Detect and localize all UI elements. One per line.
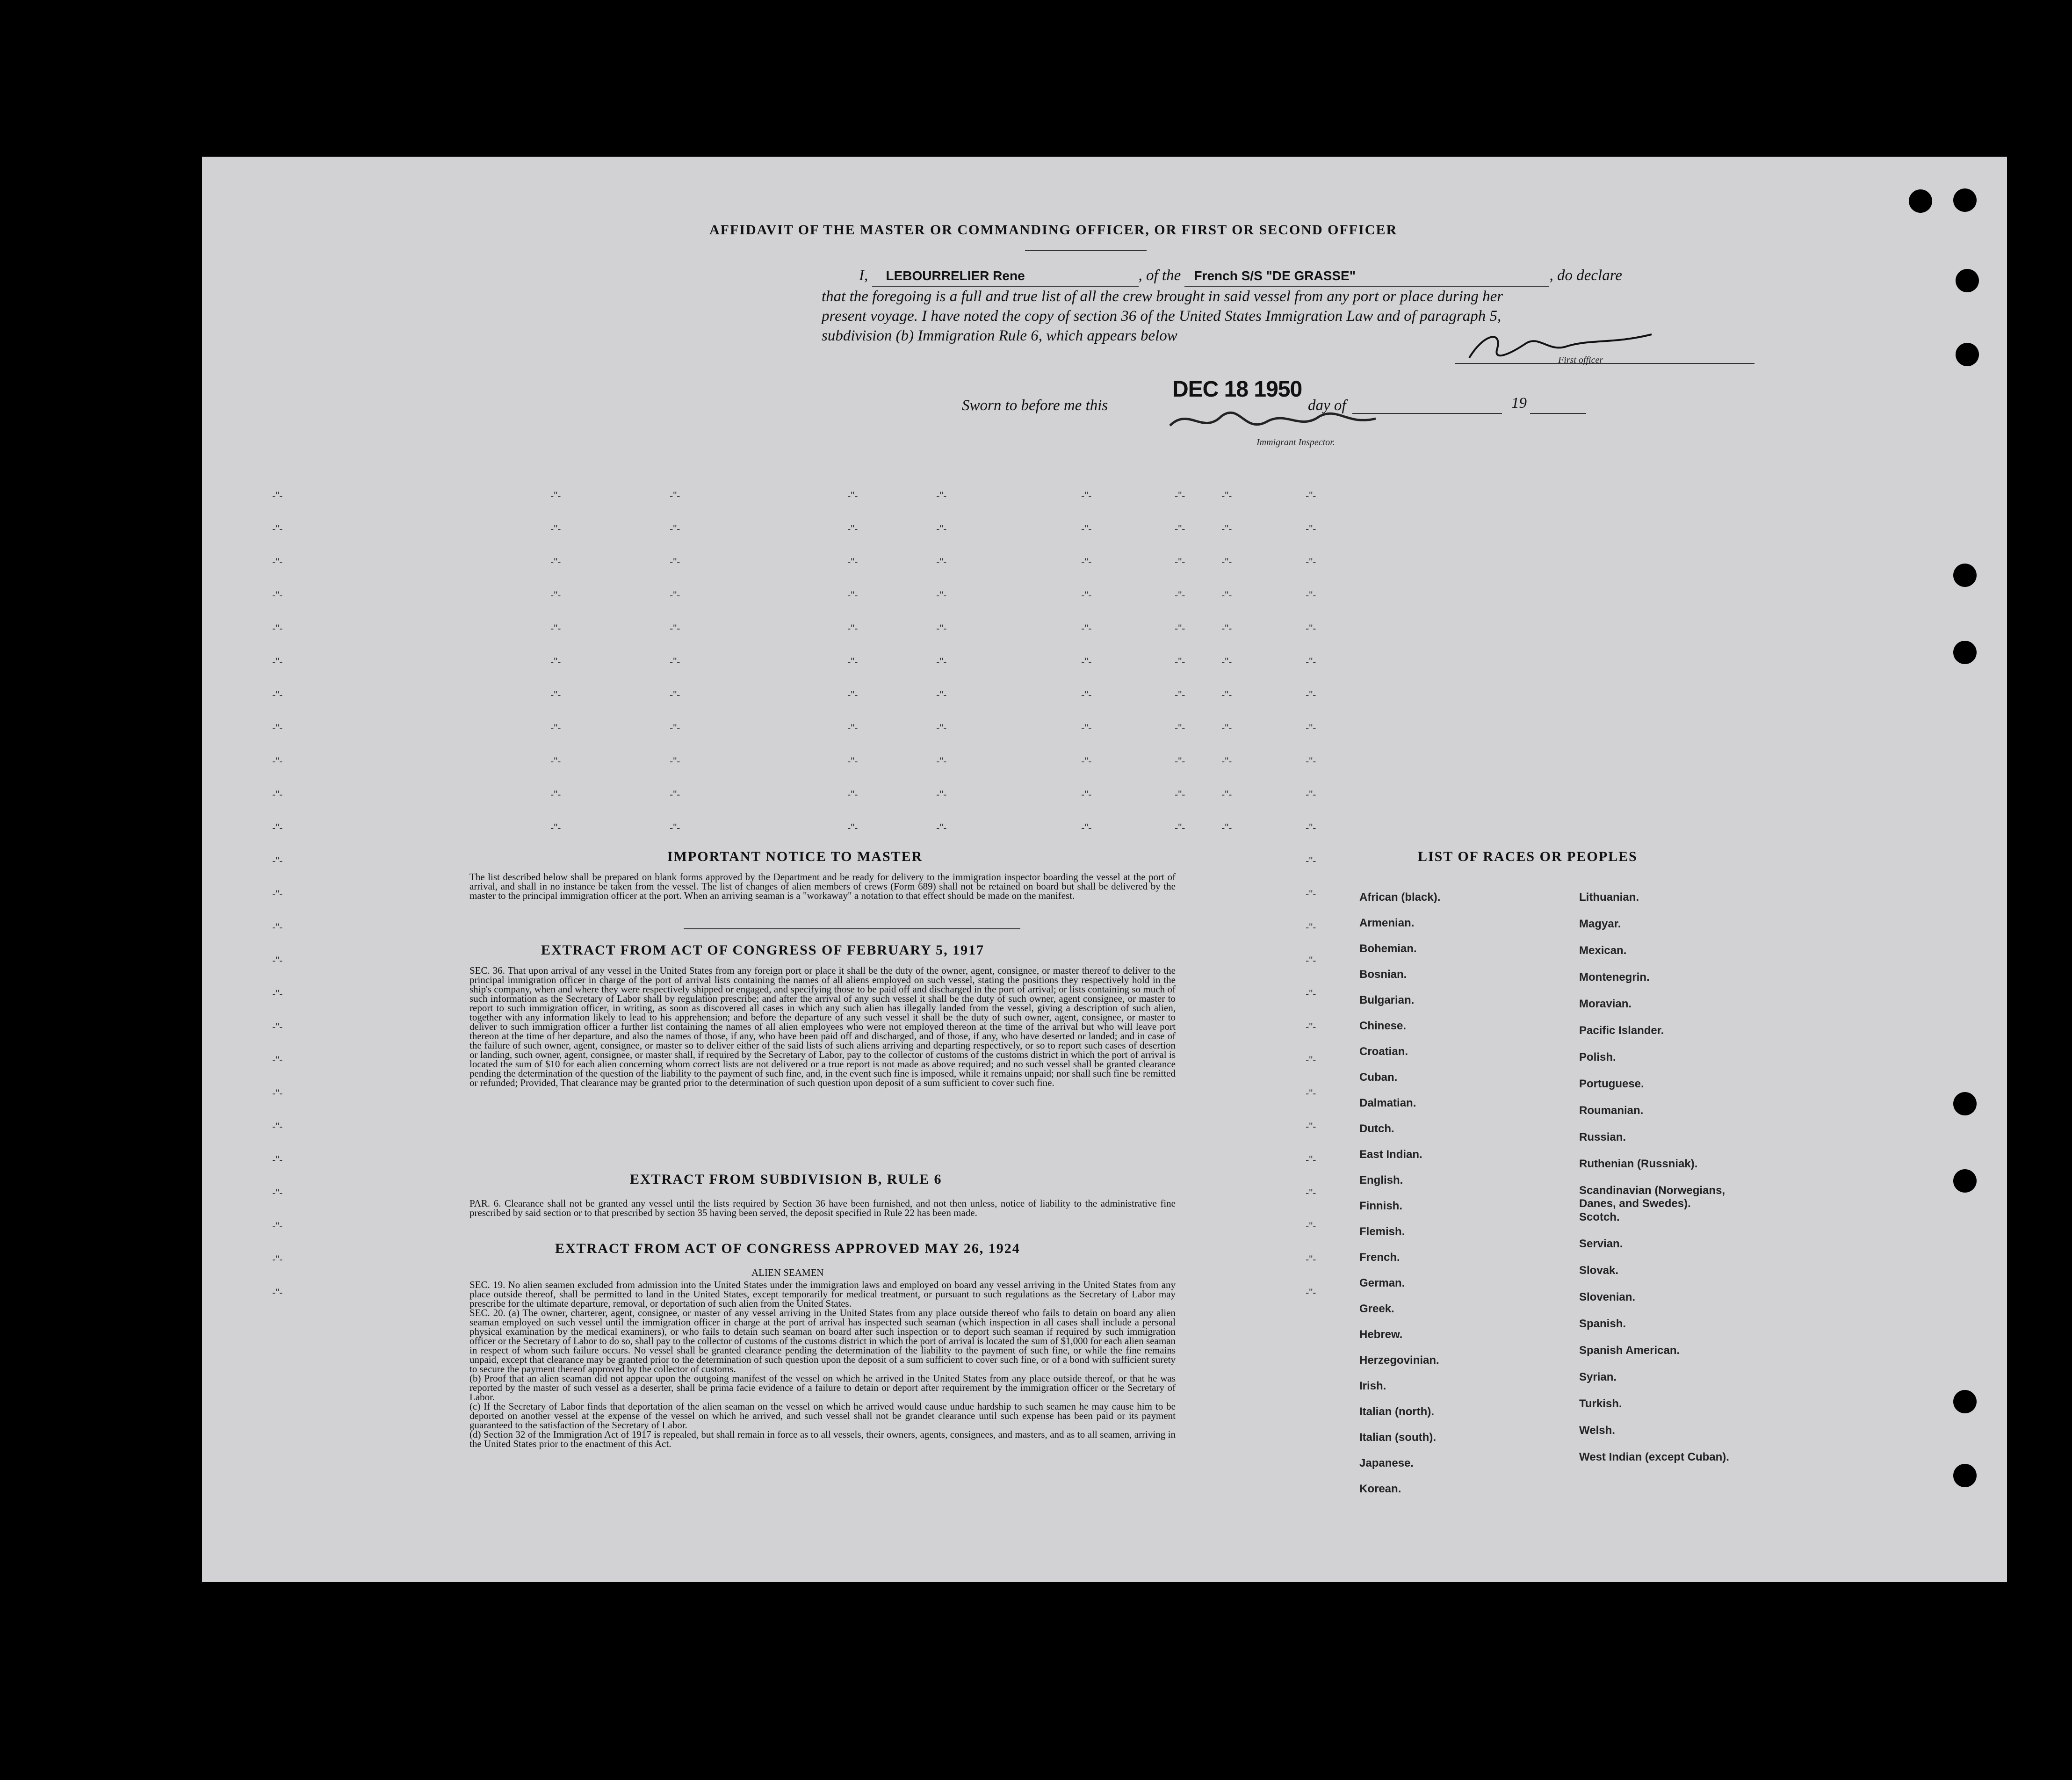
ditto-mark: -"- <box>1306 1121 1316 1132</box>
race-item: Roumanian. <box>1579 1104 1644 1117</box>
ditto-mark: -"- <box>1175 822 1185 833</box>
ditto-mark: -"- <box>1221 656 1232 667</box>
race-item: Bosnian. <box>1359 968 1407 981</box>
sec-20b: (b) Proof that an alien seaman did not appear upon the outgoing manifest of the vessel on which he arrived in the United States from any place outside thereof, or that he was reported by the master of such vessel as a deserter, shall be prima facie evidence of a failure to detain or deport after requirement by the immigration officer or the Secretary of Labor. <box>469 1373 1176 1403</box>
ditto-mark: -"- <box>1306 921 1316 933</box>
ditto-mark: -"- <box>847 523 858 535</box>
race-item: Italian (south). <box>1359 1431 1436 1444</box>
race-item: Finnish. <box>1359 1200 1402 1212</box>
ditto-mark: -"- <box>1175 755 1185 767</box>
title-rule <box>1025 250 1147 251</box>
ditto-mark: -"- <box>1306 855 1316 867</box>
ditto-mark: -"- <box>272 490 283 501</box>
extract-1917-body: SEC. 36. That upon arrival of any vessel in the United States from any foreign port or place it shall be the duty of the owner, agent, consignee, or master thereof to deliver to the principal immigration officer in charge of the port of arrival lists containing the names of all aliens employed on such vessel, stating the positions they respectively hold in the ship's company, when and where they were respectively shipped or engaged, and specifying those to be paid off and discharged in the port of arrival; or lists containing so much of such information as the Secretary of Labor shall by regulation prescribe; and after the arrival of any such vessel it shall be the duty of such owner, agent consignee, or master to report to such immigration officer, in writing, as soon as discovered all cases in which any such alien has illegally landed from the vessel, giving a description of such alien, together with any information likely to lead to his apprehension; and before the departure of any such vessel it shall be the duty of such owner, agent, consignee, or master to deliver to such immigration officer a further list containing the names of all alien employees who were not employed thereon at the time of the arrival but who will leave port thereon at the time of her departure, and also the names of those, if any, who have been paid off and discharged, and of those, if any, who have deserted or landed; and in case of the failure of such owner, agent, consignee, or master so to deliver either of the said lists of such aliens arriving and departing respectively, or so to report such cases of desertion or landing, such owner, agent, consignee, or master shall, if required by the Secretary of Labor, pay to the collector of customs of the customs district in which the port of arrival is located the sum of $10 for each alien concerning whom correct lists are not delivered or a true report is not made as above required; and no such vessel shall be granted clearance pending the determination of the question of the liability to the payment of such fine, and, in the event such fine is imposed, while it remains unpaid; nor shall such fine be remitted or refunded; Provided, That clearance may be granted prior to the determination of such question upon deposit of a sum sufficient to cover such fine. <box>469 965 1176 1088</box>
ditto-mark: -"- <box>272 1054 283 1066</box>
ditto-mark: -"- <box>847 822 858 833</box>
punch-hole <box>1953 188 1977 212</box>
ditto-mark: -"- <box>847 689 858 701</box>
race-item: Servian. <box>1579 1237 1623 1250</box>
notice-title: IMPORTANT NOTICE TO MASTER <box>667 849 923 864</box>
ditto-mark: -"- <box>936 556 947 568</box>
sec-20c: (c) If the Secretary of Labor finds that deportation of the alien seaman on the vessel on which he arrived would cause undue hardship to such seamen he may cause him to be deported on another vessel at the expense of the vessel on which he arrived, and such vessel shall not be grandet clearance until such expense has been paid or its payment guaranteed to the satisfaction of the Secretary of Labor. <box>469 1401 1176 1431</box>
ditto-mark: -"- <box>1306 1220 1316 1232</box>
sworn-label: Sworn to before me this <box>962 397 1108 414</box>
ditto-mark: -"- <box>1306 523 1316 535</box>
race-item: African (black). <box>1359 891 1441 904</box>
race-item: Dalmatian. <box>1359 1097 1416 1109</box>
year-rule <box>1530 413 1586 414</box>
punch-hole <box>1956 269 1979 292</box>
ditto-mark: -"- <box>1175 622 1185 634</box>
race-item: English. <box>1359 1174 1403 1187</box>
ditto-mark: -"- <box>550 656 561 667</box>
ditto-mark: -"- <box>272 1154 283 1165</box>
ditto-mark: -"- <box>1221 622 1232 634</box>
ditto-mark: -"- <box>1081 722 1092 734</box>
ditto-mark: -"- <box>670 656 680 667</box>
do-declare-label: , do declare <box>1549 267 1622 284</box>
ditto-mark: -"- <box>550 722 561 734</box>
affidavit-line-3: present voyage. I have noted the copy of section 36 of the United States Immigration Law and of paragraph 5, <box>822 308 1502 325</box>
ditto-mark: -"- <box>670 589 680 601</box>
race-item: Bulgarian. <box>1359 994 1415 1006</box>
ditto-mark: -"- <box>272 722 283 734</box>
ditto-mark: -"- <box>272 1253 283 1265</box>
ditto-mark: -"- <box>847 556 858 568</box>
ditto-mark: -"- <box>670 622 680 634</box>
race-item: Japanese. <box>1359 1457 1414 1469</box>
race-item: Armenian. <box>1359 917 1415 929</box>
ditto-mark: -"- <box>847 490 858 501</box>
ditto-mark: -"- <box>272 789 283 800</box>
race-item: Ruthenian (Russniak). <box>1579 1158 1698 1170</box>
ditto-mark: -"- <box>847 622 858 634</box>
ditto-mark: -"- <box>272 921 283 933</box>
race-item: Montenegrin. <box>1579 971 1650 984</box>
race-item: Pacific Islander. <box>1579 1024 1664 1037</box>
punch-hole <box>1909 189 1932 213</box>
ditto-mark: -"- <box>1175 789 1185 800</box>
extract-1924-title: EXTRACT FROM ACT OF CONGRESS APPROVED MAY 26, 1924 <box>555 1241 1020 1256</box>
ditto-mark: -"- <box>936 722 947 734</box>
ditto-mark: -"- <box>1081 523 1092 535</box>
ditto-mark: -"- <box>1081 556 1092 568</box>
ditto-mark: -"- <box>1306 1253 1316 1265</box>
ditto-mark: -"- <box>670 689 680 701</box>
ditto-mark: -"- <box>847 656 858 667</box>
ditto-mark: -"- <box>272 988 283 999</box>
race-item: Welsh. <box>1579 1424 1615 1437</box>
ditto-mark: -"- <box>936 490 947 501</box>
race-item: Bohemian. <box>1359 942 1417 955</box>
ditto-mark: -"- <box>670 556 680 568</box>
ditto-mark: -"- <box>1306 689 1316 701</box>
ditto-mark: -"- <box>1175 656 1185 667</box>
ditto-mark: -"- <box>272 1287 283 1298</box>
race-item: Spanish American. <box>1579 1344 1680 1357</box>
ditto-mark: -"- <box>847 589 858 601</box>
ditto-mark: -"- <box>1306 490 1316 501</box>
day-of-label: day of <box>1308 397 1346 414</box>
race-item: West Indian (except Cuban). <box>1579 1451 1729 1463</box>
race-item: Moravian. <box>1579 998 1632 1010</box>
ditto-mark: -"- <box>550 689 561 701</box>
ditto-mark: -"- <box>1221 490 1232 501</box>
notice-rule <box>684 928 1020 929</box>
ditto-mark: -"- <box>1306 1287 1316 1298</box>
races-title: LIST OF RACES OR PEOPLES <box>1418 849 1638 864</box>
ditto-mark: -"- <box>550 622 561 634</box>
sec-20a: SEC. 20. (a) The owner, charterer, agent, consignee, or master of any vessel arriving in the United States from any place outside thereof who fails to detain on board any alien seaman employed on such vessel until the immigration officer in charge at the port of arrival has inspected such seaman (which inspection in all cases shall include a personal physical examination by the medical examiners), or who fails to detain such seaman on board after such inspection or to deport such seaman if required by such immigration officer or the Secretary of Labor to do so, shall pay to the collector of customs of the customs district in which the port of arrival is located the sum of $1,000 for each alien seaman in respect of whom such failure occurs. No vessel shall be granted clearance pending the determination of the liability to the payment of such fine, or while the fine remains unpaid, except that clearance may be granted prior to the determination of such question upon the deposit of a sum sufficient to cover such fine, or of a bond with sufficient surety to secure the payment thereof approved by the collector of customs. <box>469 1307 1176 1375</box>
ditto-mark: -"- <box>1081 789 1092 800</box>
ditto-mark: -"- <box>1306 589 1316 601</box>
document-sheet <box>202 157 2007 1582</box>
ditto-mark: -"- <box>272 888 283 900</box>
signature-caption: First officer <box>1558 355 1603 365</box>
ditto-mark: -"- <box>1221 689 1232 701</box>
affidavit-line-4: subdivision (b) Immigration Rule 6, which appears below <box>822 327 1177 344</box>
race-item: Croatian. <box>1359 1045 1408 1058</box>
ditto-mark: -"- <box>272 589 283 601</box>
race-item: French. <box>1359 1251 1400 1264</box>
ditto-mark: -"- <box>1306 955 1316 966</box>
ditto-mark: -"- <box>272 689 283 701</box>
affidavit-title: AFFIDAVIT OF THE MASTER OR COMMANDING OFFICER, OR FIRST OR SECOND OFFICER <box>709 222 1398 238</box>
punch-hole <box>1956 343 1979 366</box>
vessel-name: French S/S "DE GRASSE" <box>1184 266 1549 287</box>
race-item: Scotch. <box>1579 1211 1620 1223</box>
ditto-mark: -"- <box>272 1121 283 1132</box>
ditto-mark: -"- <box>847 722 858 734</box>
ditto-mark: -"- <box>1081 755 1092 767</box>
ditto-mark: -"- <box>670 755 680 767</box>
ditto-mark: -"- <box>670 523 680 535</box>
ditto-mark: -"- <box>1306 1054 1316 1066</box>
ditto-mark: -"- <box>670 490 680 501</box>
extract-1924-body <box>469 1280 1176 1448</box>
ditto-mark: -"- <box>1175 589 1185 601</box>
extract-rule6-title: EXTRACT FROM SUBDIVISION B, RULE 6 <box>630 1172 942 1187</box>
ditto-mark: -"- <box>1306 1154 1316 1165</box>
ditto-mark: -"- <box>272 1087 283 1099</box>
of-the-label: , of the <box>1138 267 1181 284</box>
notice-body: The list described below shall be prepared on blank forms approved by the Department and be ready for delivery to the immigration inspector boarding the vessel at the port of arrival, and shall in no instance be taken from the vessel. The list of changes of alien members of crews (Form 689) shall not be retained on board but shall be delivered by the master to the principal immigration officer at the port. When an arriving seaman is a "workaway" a notation to that effect should be made on the manifest. <box>469 871 1176 901</box>
ditto-mark: -"- <box>272 556 283 568</box>
ditto-mark: -"- <box>1306 988 1316 999</box>
ditto-mark: -"- <box>936 589 947 601</box>
race-item: Slovenian. <box>1579 1291 1636 1303</box>
ditto-mark: -"- <box>847 755 858 767</box>
ditto-mark: -"- <box>1306 622 1316 634</box>
sec-20d: (d) Section 32 of the Immigration Act of 1917 is repealed, but shall remain in force as to all vessels, their owners, agents, consignees, and masters, and as to all seamen, arriving in the United States prior to the enactment of this Act. <box>469 1429 1176 1449</box>
race-item: Polish. <box>1579 1051 1616 1064</box>
race-item: Magyar. <box>1579 918 1621 930</box>
race-item: Scandinavian (Norwegians, Danes, and Swedes). <box>1579 1184 1725 1210</box>
ditto-mark: -"- <box>1221 789 1232 800</box>
ditto-mark: -"- <box>272 1187 283 1199</box>
race-item: Hebrew. <box>1359 1328 1403 1341</box>
ditto-mark: -"- <box>670 722 680 734</box>
ditto-mark: -"- <box>1306 556 1316 568</box>
ditto-mark: -"- <box>550 789 561 800</box>
punch-hole <box>1953 1169 1977 1193</box>
ditto-mark: -"- <box>936 523 947 535</box>
officer-name: LEBOURRELIER Rene <box>872 266 1139 287</box>
ditto-mark: -"- <box>1306 789 1316 800</box>
ditto-mark: -"- <box>1306 1187 1316 1199</box>
ditto-mark: -"- <box>272 1021 283 1033</box>
ditto-mark: -"- <box>550 523 561 535</box>
punch-hole <box>1953 641 1977 664</box>
ditto-mark: -"- <box>1175 556 1185 568</box>
ditto-mark: -"- <box>1081 656 1092 667</box>
ditto-mark: -"- <box>1306 888 1316 900</box>
race-item: Italian (north). <box>1359 1405 1434 1418</box>
race-item: Syrian. <box>1579 1371 1617 1383</box>
ditto-mark: -"- <box>1175 523 1185 535</box>
ditto-mark: -"- <box>1175 689 1185 701</box>
i-label: I, <box>859 267 868 284</box>
race-item: Cuban. <box>1359 1071 1398 1084</box>
ditto-mark: -"- <box>1081 689 1092 701</box>
ditto-mark: -"- <box>272 822 283 833</box>
ditto-mark: -"- <box>550 556 561 568</box>
ditto-mark: -"- <box>1081 822 1092 833</box>
ditto-mark: -"- <box>1306 1087 1316 1099</box>
race-item: Greek. <box>1359 1302 1394 1315</box>
race-item: Korean. <box>1359 1483 1401 1495</box>
ditto-mark: -"- <box>1221 722 1232 734</box>
ditto-mark: -"- <box>1306 656 1316 667</box>
ditto-mark: -"- <box>272 1220 283 1232</box>
ditto-mark: -"- <box>272 955 283 966</box>
ditto-mark: -"- <box>1306 822 1316 833</box>
ditto-mark: -"- <box>1221 556 1232 568</box>
ditto-mark: -"- <box>1306 722 1316 734</box>
ditto-mark: -"- <box>1175 490 1185 501</box>
alien-seamen-subtitle: ALIEN SEAMEN <box>751 1267 824 1278</box>
ditto-mark: -"- <box>1306 755 1316 767</box>
ditto-mark: -"- <box>936 822 947 833</box>
punch-hole <box>1953 1390 1977 1413</box>
affidavit-line-2: that the foregoing is a full and true list of all the crew brought in said vessel from any port or place during her <box>822 288 1503 305</box>
race-item: East Indian. <box>1359 1148 1422 1161</box>
extract-1917-title: EXTRACT FROM ACT OF CONGRESS OF FEBRUARY 5, 1917 <box>541 942 985 958</box>
ditto-mark: -"- <box>670 822 680 833</box>
ditto-mark: -"- <box>936 689 947 701</box>
race-item: Turkish. <box>1579 1397 1622 1410</box>
race-item: Lithuanian. <box>1579 891 1639 904</box>
race-item: Irish. <box>1359 1380 1386 1392</box>
sworn-date-stamp: DEC 18 1950 <box>1172 377 1302 402</box>
race-item: Russian. <box>1579 1131 1626 1143</box>
ditto-mark: -"- <box>1221 822 1232 833</box>
race-item: Dutch. <box>1359 1122 1394 1135</box>
race-item: Slovak. <box>1579 1264 1619 1277</box>
ditto-mark: -"- <box>936 789 947 800</box>
ditto-mark: -"- <box>272 855 283 867</box>
ditto-mark: -"- <box>847 789 858 800</box>
race-item: Spanish. <box>1579 1317 1626 1330</box>
ditto-mark: -"- <box>550 589 561 601</box>
punch-hole <box>1953 564 1977 587</box>
ditto-mark: -"- <box>1175 722 1185 734</box>
inspector-label: Immigrant Inspector. <box>1256 437 1335 448</box>
ditto-mark: -"- <box>1081 589 1092 601</box>
ditto-mark: -"- <box>550 822 561 833</box>
race-item: Herzegovinian. <box>1359 1354 1439 1367</box>
race-item: Chinese. <box>1359 1020 1407 1032</box>
ditto-mark: -"- <box>550 755 561 767</box>
ditto-mark: -"- <box>272 656 283 667</box>
punch-hole <box>1953 1464 1977 1487</box>
ditto-mark: -"- <box>1221 589 1232 601</box>
extract-rule6-body: PAR. 6. Clearance shall not be granted any vessel until the lists required by Section 36 have been furnished, and not then unless, notice of liability to the administrative fine prescribed by said section or to that prescribed by section 35 having been served, the deposit specified in Rule 22 has been made. <box>469 1198 1176 1218</box>
ditto-mark: -"- <box>936 622 947 634</box>
race-item: Flemish. <box>1359 1225 1405 1238</box>
ditto-mark: -"- <box>1221 755 1232 767</box>
ditto-mark: -"- <box>670 789 680 800</box>
ditto-mark: -"- <box>1081 490 1092 501</box>
race-item: Portuguese. <box>1579 1078 1644 1090</box>
ditto-mark: -"- <box>1081 622 1092 634</box>
ditto-mark: -"- <box>272 523 283 535</box>
ditto-mark: -"- <box>550 490 561 501</box>
punch-hole <box>1953 1092 1977 1115</box>
ditto-mark: -"- <box>1221 523 1232 535</box>
ditto-mark: -"- <box>272 755 283 767</box>
ditto-mark: -"- <box>936 656 947 667</box>
affidavit-line-1 <box>822 265 1622 287</box>
race-item: Mexican. <box>1579 944 1627 957</box>
race-item: German. <box>1359 1277 1405 1289</box>
ditto-mark: -"- <box>272 622 283 634</box>
ditto-mark: -"- <box>1306 1021 1316 1033</box>
year-prefix: 19 <box>1511 395 1527 412</box>
ditto-mark: -"- <box>936 755 947 767</box>
sec-19: SEC. 19. No alien seamen excluded from admission into the United States under the immigration laws and employed on board any vessel arriving in the United States from any place outside thereof, shall be permitted to land in the United States, except temporarily for medical treatment, or pursuant to such regulations as the Secretary of Labor may prescribe for the ultimate departure, removal, or deportation of such alien from the United States. <box>469 1279 1176 1309</box>
